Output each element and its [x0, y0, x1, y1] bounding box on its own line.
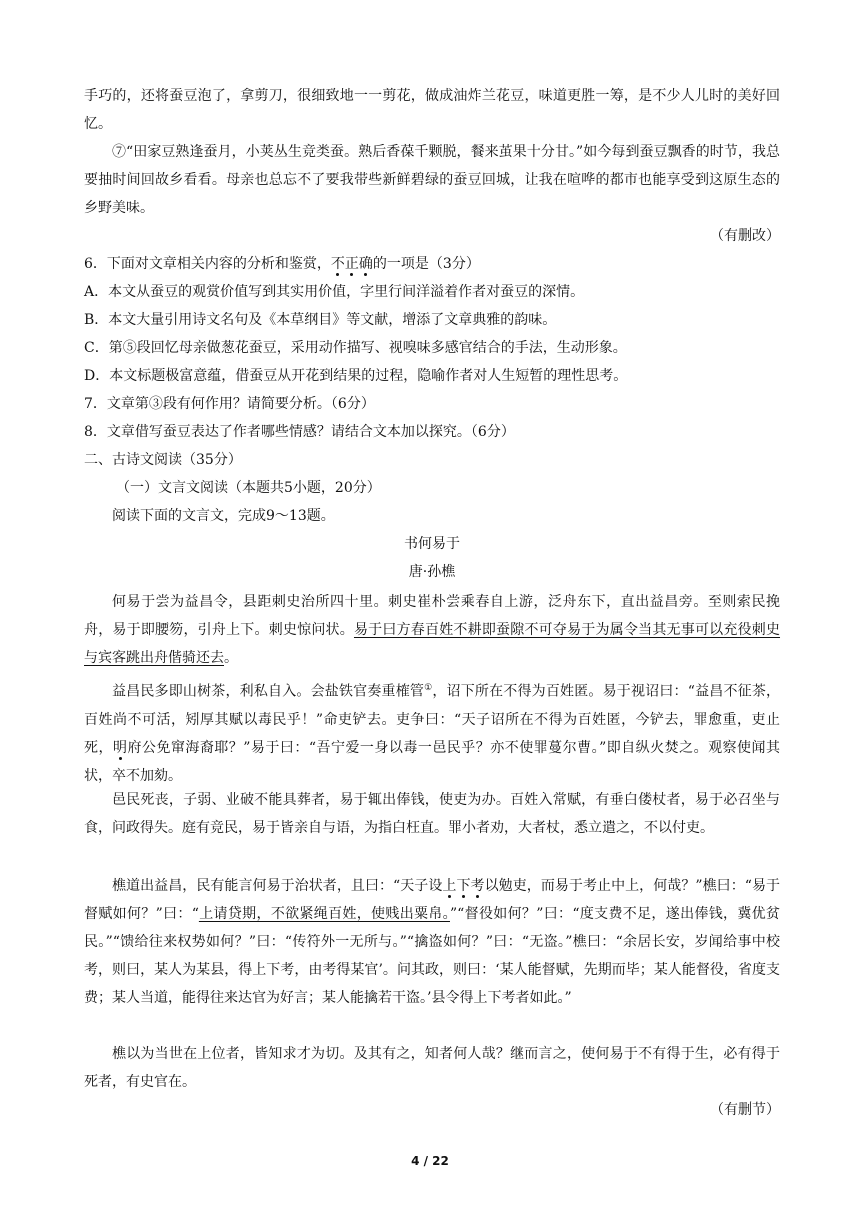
- paragraph-text: 。: [224, 650, 238, 666]
- source-note: （有删节）: [710, 1102, 780, 1118]
- section-heading: 二、古诗文阅读（35分）: [84, 452, 242, 468]
- underlined-sentence: 上请贷期，不欲紧绳百姓，使贱出粟帛。: [198, 906, 450, 922]
- paragraph-5-continued: 手巧的，还将蚕豆泡了，拿剪刀，很细致地一一剪花，做成油炸兰花豆，味道更胜一筹，是不少人儿时的美好回忆。: [84, 88, 780, 132]
- emphasis-char: 不: [330, 256, 345, 272]
- classical-paragraph-2: [84, 674, 780, 790]
- passage-author: 唐·孙樵: [408, 564, 456, 580]
- paragraph-text: 樵道出益昌，民有能言何易于治状者，且曰：“天子设: [112, 878, 443, 894]
- paragraph-text: ”“督役如何？”曰：“度支费不足，遂出俸钱，冀优贫民。”“馈给往来权势如何？”曰：“传符外一无所与。”“擒盗如何？”曰：“无盗。”樵曰：“余居长安，岁闻给事中校考，则曰，某人为某县，得上下考，由考得某官’。问其政，则曰：‘某人能督赋，先期而毕；某人能督役，省度支费；某人当道，能得往来达官为好言；某人能擒若干盗。’县令得上下考者如此。”: [84, 906, 780, 1006]
- option-b: B．本文大量引用诗文名句及《本草纲目》等文献，增添了文章典雅的韵味。: [84, 312, 557, 328]
- paragraph-7: ⑦“田家豆熟逢蚕月，小荚丛生竞类蚕。熟后香葆千颗脱，餐来茧果十分甘。”如今每到蚕豆飘香的时节，我总要抽时间回故乡看看。母亲也总忘不了要我带些新鲜碧绿的蚕豆回城，让我在喧哗的都市也能享受到这原生态的乡野美味。: [84, 144, 780, 216]
- instruction: 阅读下面的文言文，完成9～13题。: [112, 508, 335, 524]
- classical-paragraph-1: [84, 588, 780, 672]
- question-7: 7．文章第③段有何作用？请简要分析。（6分）: [84, 396, 375, 412]
- source-note: （有删改）: [710, 228, 780, 244]
- emphasis-char: 下: [456, 878, 471, 894]
- emphasis-char: 正: [344, 256, 359, 272]
- classical-paragraph-3: 邑民死丧，子弱、业破不能具葬者，易于辄出俸钱，使吏为办。百姓入常赋，有垂白偻杖者，易于必召坐与食，问政得失。庭有竞民，易于皆亲自与语，为指白枉直。罪小者劝，大者杖，悉立遣之，不以付吏。: [84, 792, 780, 836]
- paragraph-text: 府公免窜海裔耶？”易于曰：“吾宁爱一身以毒一邑民乎？亦不使罪蔓尔曹。”即自纵火焚之。观察使闻其状，卒不加劾。: [84, 739, 780, 784]
- footnote-marker: ①: [424, 683, 433, 693]
- emphasis-char: 明: [112, 739, 128, 756]
- classical-paragraph-4: [84, 872, 780, 1012]
- question-6-prefix: 6．下面对文章相关内容的分析和鉴赏，: [84, 256, 331, 272]
- paragraph-text: 何易于尝为益昌令，县距刺史治所四十里。刺史崔朴尝乘春自上游，泛舟东下，直出益昌旁。至则索民挽舟，易于即腰笏，引舟上下。刺史惊问状。: [84, 594, 780, 638]
- option-d: D．本文标题极富意蕴，借蚕豆从开花到结果的过程，隐喻作者对人生短暂的理性思考。: [84, 368, 628, 384]
- subsection-heading: （一）文言文阅读（本题共5小题，20分）: [116, 480, 381, 496]
- paragraph-text: 以勉吏，而易于考止中上，何哉？”樵曰：“易于督赋如何？”曰：“: [84, 878, 781, 922]
- emphasis-char: 上: [442, 878, 457, 894]
- emphasis-char: 确: [358, 256, 373, 272]
- question-6-suffix: 的一项是（3分）: [372, 256, 480, 272]
- emphasis-char: 考: [470, 878, 485, 894]
- paragraph-text: 益昌民多即山树茶，利私自入。会盐铁官奏重榷管: [112, 683, 425, 700]
- paragraph-text: ，诏下所在不得为百姓匿。易于视诏曰：“益昌不征茶，百姓尚不可活，矧厚其赋以毒民乎！”命吏铲去。吏争曰：“天子诏所在不得为百姓匿，今铲去，罪愈重，吏止死，: [84, 683, 781, 756]
- classical-paragraph-5: 樵以为当世在上位者，皆知求才为切。及其有之，知者何人哉？继而言之，使何易于不有得于生，必有得于死者，有史官在。: [84, 1046, 780, 1090]
- question-8: 8．文章借写蚕豆表达了作者哪些情感？请结合文本加以探究。（6分）: [84, 424, 515, 440]
- underlined-sentence: 易于曰方春百姓不耕即蚕隙不可夺易于为属令当其无事可以充役刺史与宾客跳出舟偕骑还去: [84, 622, 781, 666]
- option-c: C．第⑤段回忆母亲做葱花蚕豆，采用动作描写、视嗅味多感官结合的手法，生动形象。: [84, 340, 627, 356]
- page-number: 4 / 22: [411, 1154, 449, 1168]
- passage-title: 书何易于: [404, 536, 460, 552]
- question-6: [84, 250, 780, 278]
- option-a: A．本文从蚕豆的观赏价值写到其实用价值，字里行间洋溢着作者对蚕豆的深情。: [84, 284, 585, 300]
